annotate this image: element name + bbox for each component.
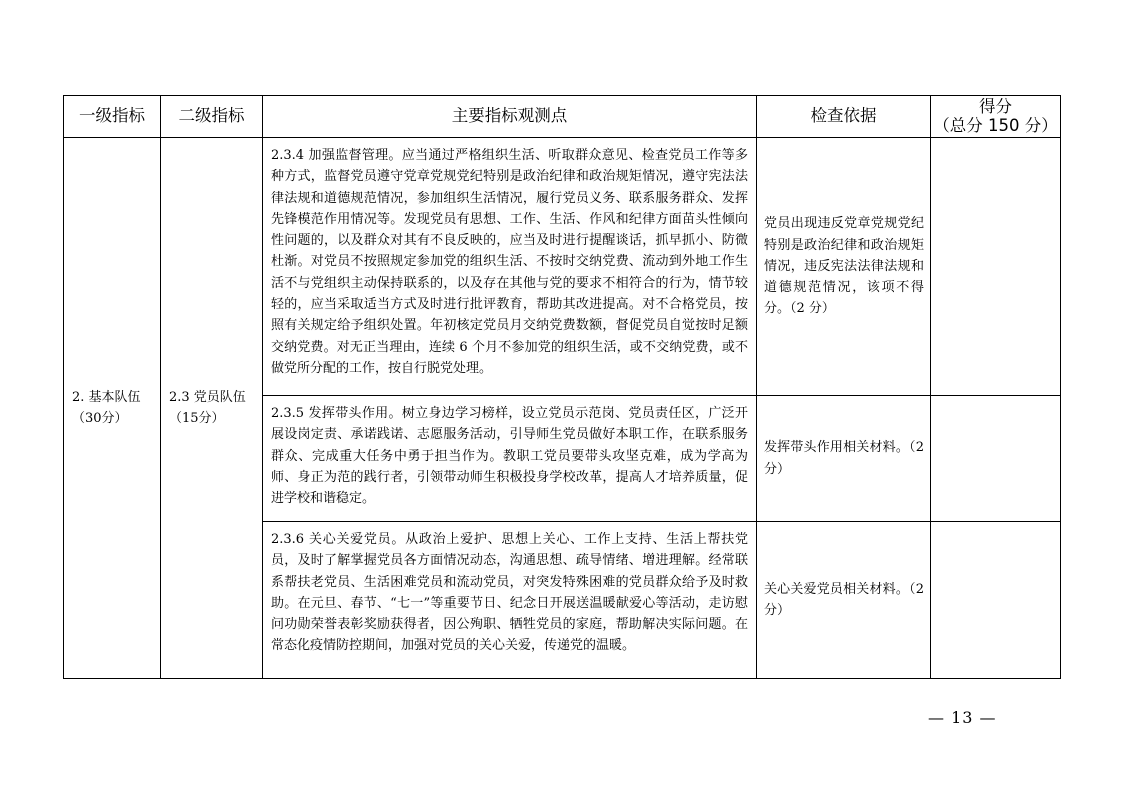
basis-cell: 发挥带头作用相关材料。（2分） [757, 396, 931, 522]
level2-points: （15分） [169, 411, 225, 426]
score-cell [931, 522, 1061, 679]
level2-name: 2.3 党员队伍 [169, 389, 246, 405]
header-basis: 检查依据 [757, 96, 931, 138]
score-cell [931, 138, 1061, 396]
observation-cell: 2.3.6 关心关爱党员。从政治上爱护、思想上关心、工作上支持、生活上帮扶党员，及时了解掌握党员各方面情况动态，沟通思想、疏导情绪、增进理解。经常联系帮扶老党员、生活困难党员和流动党员，对突发特殊困难的党员群众给予及时救助。在元旦、春节、“七一”等重要节日、纪念日开展送温暖献爱心等活动，走访慰问功勋荣誉表彰奖励获得者，因公殉职、牺牲党员的家庭，帮助解决实际问题。在常态化疫情防控期间，加强对党员的关心关爱，传递党的温暖。 [263, 522, 757, 679]
level1-points: （30分） [72, 411, 128, 426]
header-level1: 一级指标 [64, 96, 161, 138]
page-number: — 13 — [928, 708, 997, 727]
observation-cell: 2.3.5 发挥带头作用。树立身边学习榜样，设立党员示范岗、党员责任区，广泛开展设岗定责、承诺践诺、志愿服务活动，引导师生党员做好本职工作，在联系服务群众、完成重大任务中勇于担当作为。教职工党员要带头攻坚克难，成为学高为师、身正为范的践行者，引领带动师生积极投身学校改革，提高人才培养质量，促进学校和谐稳定。 [263, 396, 757, 522]
basis-cell: 党员出现违反党章党规党纪特别是政治纪律和政治规矩情况，违反宪法法律法规和道德规范情况，该项不得分。（2 分） [757, 138, 931, 396]
level2-cell [161, 138, 263, 679]
header-observation: 主要指标观测点 [263, 96, 757, 138]
evaluation-table [63, 95, 1061, 679]
table-header-row [64, 96, 1061, 138]
header-level2: 二级指标 [161, 96, 263, 138]
header-score [931, 96, 1061, 138]
header-score-title: 得分 [979, 96, 1012, 116]
table-row [64, 138, 1061, 396]
observation-cell: 2.3.4 加强监督管理。应当通过严格组织生活、听取群众意见、检查党员工作等多种方式，监督党员遵守党章党规党纪特别是政治纪律和政治规矩情况，遵守宪法法律法规和道德规范情况，参加组织生活情况，履行党员义务、联系服务群众、发挥先锋模范作用情况等。发现党员有思想、工作、生活、作风和纪律方面苗头性倾向性问题的，以及群众对其有不良反映的，应当及时进行提醒谈话，抓早抓小、防微杜渐。对党员不按照规定参加党的组织生活、不按时交纳党费、流动到外地工作生活不与党组织主动保持联系的，以及存在其他与党的要求不相符合的行为，情节较轻的，应当采取适当方式及时进行批评教育，帮助其改进提高。对不合格党员，按照有关规定给予组织处置。年初核定党员月交纳党费数额，督促党员自觉按时足额交纳党费。对无正当理由，连续 6 个月不参加党的组织生活，或不交纳党费，或不做党所分配的工作，按自行脱党处理。 [263, 138, 757, 396]
header-score-total: （总分 150 分） [933, 115, 1058, 135]
level1-name: 2. 基本队伍 [72, 389, 141, 405]
basis-cell: 关心关爱党员相关材料。（2分） [757, 522, 931, 679]
score-cell [931, 396, 1061, 522]
level1-cell [64, 138, 161, 679]
